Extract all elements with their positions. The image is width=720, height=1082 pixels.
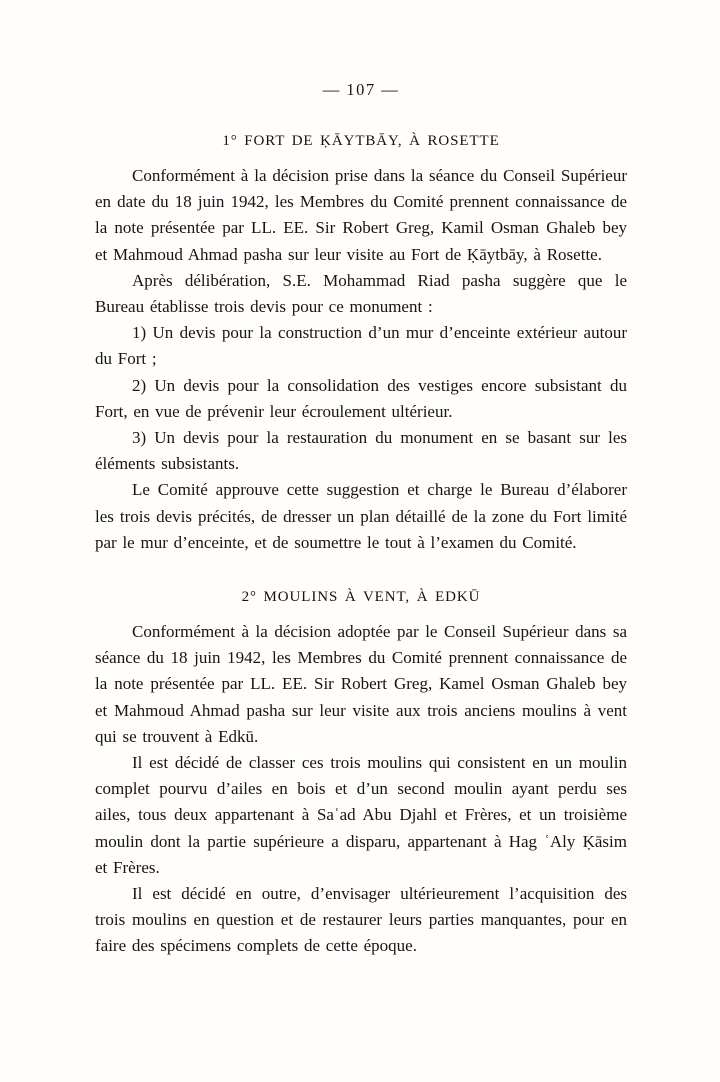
paragraph: Conformément à la décision adoptée par le Conseil Supérieur dans sa séance du 18 juin 1942, les Membres du Comité prennent connaissance de la note présentée par LL. EE. Sir Robert Greg, Kamel Osman Ghaleb bey et Mahmoud Ahmad pasha sur leur visite aux trois anciens moulins à vent qui se trouvent à Edkū. (95, 622, 627, 746)
paragraph: Il est décidé en outre, d’envisager ultérieurement l’acquisition des trois moulins en question et de restaurer leurs parties manquantes, pour en faire des spécimens complets de cette époque. (95, 884, 627, 956)
list-item-devis-3: 3) Un devis pour la restauration du monument en se basant sur les éléments subsistants. (95, 428, 627, 474)
list-item-devis-1: 1) Un devis pour la construction d’un mur d’enceinte extérieur autour du Fort ; (95, 323, 627, 369)
section-fort-de-kaytbay (95, 133, 627, 556)
page-number: — 107 — (322, 80, 400, 99)
list-item-devis-2: 2) Un devis pour la consolidation des vestiges encore subsistant du Fort, en vue de prévenir leur écroulement ultérieur. (95, 375, 627, 421)
section-heading-fort-de-kaytbay: 1° FORT DE ḲĀYTBĀY, À ROSETTE (222, 133, 500, 149)
paragraph: Le Comité approuve cette suggestion et charge le Bureau d’élaborer les trois devis précités, de dresser un plan détaillé de la zone du Fort limité par le mur d’enceinte, et de soumettre le tout à l’examen du Comité. (95, 480, 627, 552)
paragraph: Il est décidé de classer ces trois moulins qui consistent en un moulin complet pourvu d’ailes en bois et d’un second moulin ayant perdu ses ailes, tous deux appartenant à Saʿad Abu Djahl et Frères, et un troisième moulin dont la partie supérieure a disparu, appartenant à Hag ʿAly Ḳāsim et Frères. (95, 753, 627, 877)
paragraph: Après délibération, S.E. Mohammad Riad pasha suggère que le Bureau établisse trois devis pour ce monument : (95, 270, 627, 317)
section-heading-moulins-a-vent: 2° MOULINS À VENT, À EDKŪ (241, 589, 481, 606)
paragraph: Conformément à la décision prise dans la séance du Conseil Supérieur en date du 18 juin 1942, les Membres du Comité prennent connaissance de la note présentée par LL. EE. Sir Robert Greg, Kamil Osman Ghaleb bey et Mahmoud Ahmad pasha sur leur visite au Fort de Ḳāytbāy, à Rosette. (95, 166, 627, 264)
section-moulins-a-vent (95, 589, 627, 960)
